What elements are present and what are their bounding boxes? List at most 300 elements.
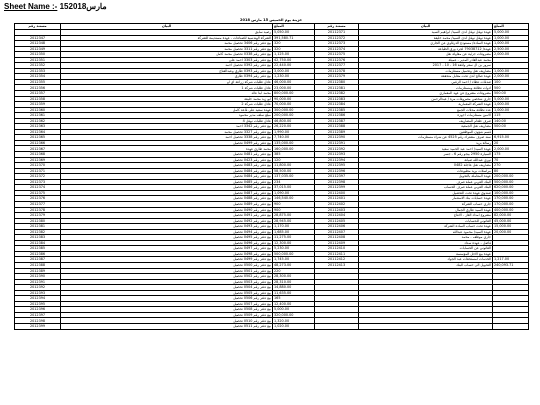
receipt-doc-number-cell: 2012361 (15, 113, 61, 119)
receipt-doc-number-cell: 2012372 (15, 174, 61, 180)
receipt-amount-cell: 800,000.00 (273, 91, 315, 97)
receipt-doc-number-cell: 2012359 (15, 102, 61, 108)
payment-amount-cell: 175 (493, 152, 529, 158)
receipt-doc-number-cell: 2012382 (15, 229, 61, 235)
receipt-description-cell: بيع دفتر رقم 0499 تحصيل (61, 140, 273, 146)
receipt-amount-cell: 14,880.00 (273, 285, 315, 291)
receipt-doc-number-cell: 2012377 (15, 201, 61, 207)
receipt-description-cell: بيع دفتر رقم 0511 تحصيل (61, 323, 273, 329)
receipt-description-cell: الشركة الهندسية للصناعات - عهدة مستديمة للشركة (61, 35, 273, 41)
receipt-description-cell: بيع دفتر رقم 0508 تحصيل (61, 307, 273, 313)
receipt-description-cell: بيع دفتر رقم 0492 تحصيل (61, 218, 273, 224)
payment-amount-cell: 2,500.00 (493, 46, 529, 52)
receipt-doc-number-cell: 2012351 (15, 57, 61, 63)
payment-description-cell: محمد عبدالقادر المدير - عميلة (359, 57, 493, 63)
payment-amount-cell: 200,000.00 (493, 174, 529, 180)
receipt-amount-cell: 42,750.00 (273, 57, 315, 63)
receipt-amount-cell: 5,230.00 (273, 246, 315, 252)
receipt-description-cell: بيع دفتر رقم 0509 تحصيل (61, 312, 273, 318)
payment-amount-cell: 400,000.00 (493, 207, 529, 213)
receipt-amount-cell: 11,800.00 (273, 163, 315, 169)
receipt-amount-cell: 234 (273, 179, 315, 185)
receipt-description-cell: بيع دفتر رقم 0506 تحصيل (61, 296, 273, 302)
payment-description-cell: البنك العربي عملة صرف الحساب (359, 185, 493, 191)
receipt-amount-cell: 12,300.00 (273, 240, 315, 246)
col-header-amount: المبلغ (493, 24, 529, 30)
col-header-doc-number: مستند رقم (315, 24, 359, 30)
payment-doc-number-cell: 20112412 (315, 257, 359, 263)
payment-description-cell: مصاريف نقل عاجلة 0482 (359, 163, 493, 169)
payment-description-cell: عهدة حسابات بنك الاستثمار (359, 196, 493, 202)
payment-doc-number-cell: 20112383 (315, 96, 359, 102)
receipt-description-cell: بيع دفتر رقم 0502 تحصيل (61, 274, 273, 280)
payment-doc-number-cell: 20112410 (315, 246, 359, 252)
sheet-name-value: مارس152018 (59, 2, 107, 11)
receipt-amount-cell: 28,875.00 (273, 213, 315, 219)
receipt-description-cell: بيع دفتر رقم 0485 تحصيل (61, 179, 273, 185)
payment-amount-cell: 5,000.00 (493, 30, 529, 36)
payment-doc-number-cell: 20112400 (315, 190, 359, 196)
receipt-description-cell: بيع دفتر رقم 0394 طارق (61, 74, 273, 80)
payment-description-cell: عهدة السيد طارق الجمال (359, 207, 493, 213)
receipt-description-cell: بيع دفتر رقم 0510 تحصيل (61, 318, 273, 324)
receipt-doc-number-cell: 2012353 (15, 68, 61, 74)
receipt-doc-number-cell: 2012358 (15, 96, 61, 102)
receipt-description-cell: بيع دفتر رقم 0497 تحصيل (61, 246, 273, 252)
receipt-amount-cell: 48,273.00 (273, 262, 315, 268)
receipt-amount-cell: 58,500.00 (273, 168, 315, 174)
receipt-doc-number-cell: 2012376 (15, 196, 61, 202)
payment-description-cell: سند صرف مشترك رقم 4525 عن شراء مستلزمات (359, 135, 493, 141)
receipt-doc-number-cell: 2012348 (15, 41, 61, 47)
receipt-doc-number-cell: 2012381 (15, 224, 61, 230)
payment-doc-number-cell: 20112393 (315, 152, 359, 158)
receipt-amount-cell: 1,020.00 (273, 323, 315, 329)
payment-description-cell: عهدة/ 79038712 لجرد ورق الطباعة (359, 46, 493, 52)
payment-description-cell: عهدة تحت حساب السادة الشركة (359, 224, 493, 230)
payment-amount-cell: 500.00 (493, 124, 529, 130)
payment-amount-cell: 170,000.00 (493, 196, 529, 202)
payment-description-cell: فاضل - عهدة سداد (359, 240, 493, 246)
receipt-doc-number-cell: 2012385 (15, 246, 61, 252)
receipt-doc-number-cell: 2012383 (15, 235, 61, 241)
payment-doc-number-cell: 20112407 (315, 229, 359, 235)
receipt-doc-number-cell: 2012367 (15, 146, 61, 152)
payment-doc-number-cell: 20112394 (315, 157, 359, 163)
payment-amount-cell: 500.00 (493, 91, 529, 97)
receipt-doc-number-cell: 2012387 (15, 257, 61, 263)
payment-description-cell: القانوني للحسابات (359, 218, 493, 224)
receipt-doc-number-cell: 2012394 (15, 296, 61, 302)
payment-description-cell: مصروفات مشروع عن عهد المعماري (359, 91, 493, 97)
payment-amount-cell: 240,093.71 (493, 262, 529, 268)
payment-description-cell (359, 323, 493, 329)
receipt-description-cell: بيع دفتر رقم 0483 تحصيل (61, 163, 273, 169)
receipt-description-cell: بيع دفتر رقم 0489 تحصيل (61, 201, 273, 207)
receipt-amount-cell: 900 (273, 207, 315, 213)
receipt-amount-cell: 320,000.00 (273, 312, 315, 318)
col-header-description: البيان (359, 24, 493, 30)
receipt-doc-number-cell: 2012393 (15, 290, 61, 296)
payment-amount-cell: 5,000.00 (493, 96, 529, 102)
payment-doc-number-cell: 20112380 (315, 79, 359, 85)
receipt-amount-cell: 5,000.00 (273, 307, 315, 313)
receipt-description-cell: بيع دفتر رقم 0500 تحصيل (61, 262, 273, 268)
receipt-doc-number-cell: 2012369 (15, 157, 61, 163)
receipt-doc-number-cell: 2012352 (15, 63, 61, 69)
payment-doc-number-cell: 20112398 (315, 179, 359, 185)
payment-amount-cell: 500 (493, 85, 529, 91)
receipt-amount-cell: 200,000.00 (273, 113, 315, 119)
receipt-description-cell: بيع دفتر رقم 0503 تحصيل (61, 279, 273, 285)
payment-amount-cell: 20,000.00 (493, 229, 529, 235)
payment-amount-cell: 20 (493, 140, 529, 146)
col-header-receipt-doc-number: مستند رقم (15, 24, 61, 30)
payment-doc-number-cell: 20112389 (315, 129, 359, 135)
receipt-description-cell: بيع دفتر رقم 0423 تحصيل (61, 157, 273, 163)
payment-amount-cell: 1,000.00 (493, 68, 529, 74)
payment-doc-number-cell: 20112402 (315, 201, 359, 207)
receipt-amount-cell: 220 (273, 268, 315, 274)
receipt-doc-number-cell: 2012355 (15, 79, 61, 85)
receipt-doc-number-cell: 2012370 (15, 163, 61, 169)
receipt-amount-cell: 1,990.00 (273, 129, 315, 135)
table-row (15, 323, 529, 329)
payment-amount-cell: 45,000.00 (493, 218, 529, 224)
payment-doc-number-cell: 20112390 (315, 135, 359, 141)
payment-description-cell: مصروفات جزئية عن مقاولة نقل (359, 52, 493, 58)
payment-amount-cell: 6,915.00 (493, 135, 529, 141)
receipt-amount-cell: 300,000.00 (273, 107, 315, 113)
receipt-amount-cell: 22,440.00 (273, 63, 315, 69)
receipt-description-cell: بيع دفتر رقم 0495 تحصيل (61, 235, 273, 241)
receipt-amount-cell: 26,220.00 (273, 124, 315, 130)
payment-doc-number-cell: 20112378 (315, 68, 359, 74)
receipt-description-cell: بيع دفتر رقم 0491 تحصيل (61, 213, 273, 219)
payment-description-cell: عهدة السادة/ مستودع الدرقاوي عن الجاري (359, 41, 493, 47)
payment-description-cell: مراسلات بريد مطبوعات (359, 168, 493, 174)
receipt-description-cell: بيع دفتر رقم 3342 احمد (61, 124, 273, 130)
receipt-description-cell: بيع دفتر رقم 0393 طارق وعبدالفتاح (61, 68, 273, 74)
receipt-doc-number-cell: 2012349 (15, 46, 61, 52)
payment-amount-cell: 2,000.00 (493, 74, 529, 80)
receipt-doc-number-cell: 2012396 (15, 307, 61, 313)
receipt-doc-number-cell: 2012350 (15, 52, 61, 58)
report-title: خزينة يوم الخميس 15 مارس 2018 (239, 18, 303, 22)
receipt-doc-number-cell: 2012371 (15, 168, 61, 174)
payment-amount-cell: 2,000.00 (493, 52, 529, 58)
receipt-doc-number-cell: 2012399 (15, 323, 61, 329)
receipt-amount-cell: 120 (273, 157, 315, 163)
payment-amount-cell: 2,000.00 (493, 146, 529, 152)
receipt-description-cell: بيع دفتر رقم 0498 تحصيل (61, 251, 273, 257)
receipt-description-cell: بيع دفتر رقم 0484 تحصيل (61, 174, 273, 180)
receipt-description-cell: بيع دفتر رقم 3303 احمد على (61, 57, 273, 63)
receipt-amount-cell: 12,400.00 (273, 301, 315, 307)
payment-amount-cell: 270 (493, 163, 529, 169)
receipt-amount-cell: 320 (273, 41, 315, 47)
receipt-description-cell: بيع دفتر رقم 0494 تحصيل (61, 229, 273, 235)
receipt-description-cell: بيع دفتر رقم 0496 تحصيل (61, 240, 273, 246)
payment-description-cell: سرور بن ال سعر واقعة 16 - 10 - 2017 (359, 63, 493, 69)
payment-amount-cell: 70 (493, 157, 529, 163)
payment-description-cell: مشروع امداد الغاز - الانتاج (359, 213, 493, 219)
receipt-doc-number-cell: 2012368 (15, 152, 61, 158)
payment-amount-cell: 1,000.00 (493, 41, 529, 47)
payment-description-cell: الامين مستلزمات اجهزة (359, 113, 493, 119)
payment-description-cell: عهدة الشركة المعمارية (359, 102, 493, 108)
receipt-doc-number-cell: 2012357 (15, 91, 61, 97)
receipt-description-cell: مبلغ سلف مدير محمود (61, 113, 273, 119)
payment-description-cell: صندوق عهدة تحت التحصيل (359, 190, 493, 196)
payment-description-cell: عهدة صالح لدى تحت مقابل متحققة (359, 74, 493, 80)
receipt-description-cell: بيع دفتر رقم 0505 تحصيل (61, 290, 273, 296)
receipt-doc-number-cell: 2012380 (15, 218, 61, 224)
receipt-doc-number-cell: 2012356 (15, 85, 61, 91)
receipt-description-cell: رصيد سابق (61, 30, 273, 36)
receipt-doc-number-cell: 2012366 (15, 140, 61, 146)
payment-description-cell: ادوات نظافة ومستلزمات (359, 85, 493, 91)
payment-description-cell: صدقات عطاء / احمد الزغبي (359, 79, 493, 85)
payment-description-cell: جاري موظف - محمد (359, 235, 493, 241)
receipt-description-cell: بيع دفتر رقم 0392 تحصيل احمد (61, 63, 273, 69)
receipt-description-cell: بيع دفتر رقم 3406 تحصيل محمد (61, 41, 273, 47)
col-header-receipt-amount: المبلغ (273, 24, 315, 30)
payment-description-cell: مصاريف نقل الجمعية (359, 124, 493, 130)
receipt-amount-cell: 137,035.00 (273, 174, 315, 180)
payment-amount-cell: 15,000.00 (493, 224, 529, 230)
receipt-amount-cell: 28,300.00 (273, 274, 315, 280)
payment-doc-number-cell: 20112409 (315, 240, 359, 246)
sheet-name-label: Sheet Name :- (4, 2, 58, 11)
payment-doc-number-cell (315, 323, 359, 329)
receipt-amount-cell: 1,090.00 (273, 190, 315, 196)
payment-doc-number-cell: 20112392 (315, 146, 359, 152)
receipt-amount-cell: 7,740.00 (273, 135, 315, 141)
payment-description-cell: السيارة 2950 بيجو رقم 6 - جسر (359, 152, 493, 158)
receipt-description-cell: عادل طلبات نوفل 4 (61, 118, 273, 124)
payment-description-cell: عهدة بيع الاجل المؤسسة (359, 251, 493, 257)
receipt-description-cell: بيع دفتر رقم 0501 تحصيل (61, 268, 273, 274)
payment-doc-number-cell: 20112373 (315, 41, 359, 47)
payment-description-cell: قسم شؤون الموظفين (359, 129, 493, 135)
treasury-ledger-table (14, 23, 529, 330)
payment-description-cell: عهدة نوفل نوفل لدى السيد/ ابراهيم السيد (359, 30, 493, 36)
receipt-amount-cell: 46,800.00 (273, 118, 315, 124)
receipt-doc-number-cell: 2012379 (15, 213, 61, 219)
payment-amount-cell: 1,217.00 (493, 257, 529, 263)
receipt-description-cell: بيع دفتر رقم 0490 تحصيل (61, 207, 273, 213)
receipt-doc-number-cell: 2012364 (15, 129, 61, 135)
receipt-doc-number-cell: 2012397 (15, 312, 61, 318)
receipt-description-cell: بيع دفتر رقم 0484 تحصيل (61, 168, 273, 174)
payment-doc-number-cell: 20112374 (315, 46, 359, 52)
payment-doc-number-cell: 20112404 (315, 213, 359, 219)
payment-description-cell: التحويل الى حساب البنك (359, 262, 493, 268)
receipt-amount-cell: 5,050.00 (273, 30, 315, 36)
receipt-doc-number-cell: 2012373 (15, 179, 61, 185)
receipt-description-cell: ابو زيد محمد خليفة (61, 96, 273, 102)
receipt-doc-number-cell: 2012362 (15, 118, 61, 124)
receipt-amount-cell: 165 (273, 296, 315, 302)
payment-description-cell: عدد نظافة محلات الجمع (359, 107, 493, 113)
receipt-description-cell: بيع دفتر رقم 0499 تحصيل (61, 257, 273, 263)
payment-description-cell: البنك العربي عملة صرف (359, 179, 493, 185)
receipt-description-cell: بيع دفتر رقم 0507 تحصيل (61, 301, 273, 307)
receipt-amount-cell: 1,745.00 (273, 257, 315, 263)
receipt-doc-number-cell: 2012398 (15, 318, 61, 324)
payment-doc-number-cell: 20112371 (315, 30, 359, 36)
receipt-description-cell: بيع دفتر رقم 3311 تحصيل محمد (61, 46, 273, 52)
receipt-amount-cell: 70,000.00 (273, 102, 315, 108)
receipt-doc-number-cell: 2012354 (15, 74, 61, 80)
ledger-body (15, 30, 529, 330)
payment-doc-number-cell: 20112399 (315, 185, 359, 191)
sheet-name-header (4, 2, 107, 11)
receipt-doc-number-cell: 2012347 (15, 35, 61, 41)
receipt-doc-number-cell: 2012391 (15, 279, 61, 285)
payment-amount-cell: 1,000.00 (493, 102, 529, 108)
payment-description-cell: عهدة السيد/ محمود عبدالله (359, 229, 493, 235)
payment-description-cell: نوري عبدالله صيانة (359, 157, 493, 163)
receipt-amount-cell: 1,230.00 (273, 74, 315, 80)
payment-doc-number-cell: 20112379 (315, 74, 359, 80)
payment-doc-number-cell: 20112395 (315, 163, 359, 169)
receipt-doc-number-cell: 2012390 (15, 274, 61, 280)
payment-amount-cell: 620,000.00 (493, 185, 529, 191)
receipt-description-cell: بيع دفتر رقم 3338 تحصيل احمد (61, 135, 273, 141)
receipt-doc-number-cell: 2012365 (15, 135, 61, 141)
receipt-doc-number-cell: 2012389 (15, 268, 61, 274)
payment-doc-number-cell: 20112384 (315, 102, 359, 108)
payment-doc-number-cell: 20112385 (315, 107, 359, 113)
receipt-description-cell: محمد طارق عهدة (61, 146, 273, 152)
payment-amount-cell: 100 (493, 79, 529, 85)
receipt-description-cell: بيع دفتر رقم 3327 تحصيل محمد (61, 129, 273, 135)
receipt-amount-cell: 320 (273, 46, 315, 52)
payment-doc-number-cell: 20112387 (315, 118, 359, 124)
receipt-amount-cell: 46,000.00 (273, 79, 315, 85)
receipt-description-cell: عادل طلبات شركة زراعة اي او (61, 79, 273, 85)
receipt-doc-number-cell: 2012386 (15, 251, 61, 257)
payment-doc-number-cell: 20112408 (315, 235, 359, 241)
ledger-page (14, 18, 528, 402)
receipt-amount-cell: 385 (273, 152, 315, 158)
receipt-amount-cell: 160,000.00 (273, 146, 315, 152)
payment-doc-number-cell: 20112388 (315, 124, 359, 130)
payment-doc-number-cell: 20112381 (315, 85, 359, 91)
receipt-amount-cell: 146,540.00 (273, 196, 315, 202)
payment-doc-number-cell: 20112391 (315, 140, 359, 146)
receipt-doc-number-cell: 2012392 (15, 285, 61, 291)
col-header-receipt-description: البيان (61, 24, 273, 30)
receipt-description-cell: بيع دفتر رقم 0481 تحصيل (61, 152, 273, 158)
payment-doc-number-cell: 20112406 (315, 224, 359, 230)
receipt-doc-number-cell: 2012384 (15, 240, 61, 246)
receipt-amount-cell: 28,310.00 (273, 279, 315, 285)
payment-amount-cell: 82,000.00 (493, 213, 529, 219)
receipt-description-cell: بيع دفتر رقم 0338 تحصيل محمد كامل (61, 52, 273, 58)
receipt-description-cell: بيع دفتر رقم 0493 تحصيل (61, 224, 273, 230)
receipt-doc-number-cell: 2012360 (15, 107, 61, 113)
payment-description-cell: عهدة نوفل نوفل لدى السيد/ محمد خليفة (359, 35, 493, 41)
payment-description-cell: عهدة المعاملة بالتحويل (359, 174, 493, 180)
receipt-description-cell: عهدة سعيد على قاعة كامل (61, 107, 273, 113)
payment-doc-number-cell: 20112382 (315, 91, 359, 97)
payment-doc-number-cell: 20112401 (315, 196, 359, 202)
payment-description-cell: صرف طعام المصاريف (359, 118, 493, 124)
payment-amount-cell: 1,000.00 (493, 107, 529, 113)
payment-description-cell: عهدة السيد/ احمد عبد الحميد سعيد (359, 146, 493, 152)
receipt-description-cell: عادل طلبات شركة 2 (61, 102, 273, 108)
payment-doc-number-cell: 20112413 (315, 262, 359, 268)
receipt-amount-cell: 1,125.00 (273, 52, 315, 58)
payment-doc-number-cell: 20112377 (315, 63, 359, 69)
receipt-description-cell: عادل طلبات شركة 1 (61, 85, 273, 91)
payment-doc-number-cell: 20112397 (315, 174, 359, 180)
payment-doc-number-cell: 20112396 (315, 168, 359, 174)
payment-doc-number-cell: 20112386 (315, 113, 359, 119)
payment-description-cell: مصاريف نقل وتحميل مستلزمات (359, 68, 493, 74)
payment-description-cell: رسالة بريد (359, 140, 493, 146)
receipt-description-cell: بيع دفتر رقم 0487 تحصيل (61, 190, 273, 196)
payment-amount-cell: 140.00 (493, 118, 529, 124)
receipt-doc-number-cell: 2012395 (15, 301, 61, 307)
receipt-amount-cell: 11,635.00 (273, 290, 315, 296)
payment-amount-cell: 1,000.00 (493, 35, 529, 41)
receipt-amount-cell: 900 (273, 201, 315, 207)
payment-description-cell: القانوني عن الحسابات (359, 246, 493, 252)
receipt-doc-number-cell: 2012378 (15, 207, 61, 213)
receipt-amount-cell: 1,320.00 (273, 318, 315, 324)
receipt-doc-number-cell: 2012375 (15, 190, 61, 196)
payment-amount-cell: 100,000.00 (493, 190, 529, 196)
payment-doc-number-cell: 20112376 (315, 57, 359, 63)
receipt-amount-cell: 1,685.00 (273, 229, 315, 235)
receipt-amount-cell: 90,000.00 (273, 96, 315, 102)
payment-doc-number-cell: 20112403 (315, 207, 359, 213)
receipt-amount-cell: 1,170.00 (273, 224, 315, 230)
payment-description-cell: جاري شخصي مصروفات مرة / عبدالرحمن (359, 96, 493, 102)
payment-doc-number-cell: 20112372 (315, 35, 359, 41)
receipt-amount-cell: 500,000.00 (273, 251, 315, 257)
receipt-amount-cell: 37,015.00 (273, 185, 315, 191)
receipt-amount-cell: 3,000.00 (273, 68, 315, 74)
receipt-amount-cell: 11,275.00 (273, 235, 315, 241)
payment-amount-cell (493, 323, 529, 329)
receipt-description-cell: محمد ابنا عائد (61, 91, 273, 97)
payment-amount-cell: 500,000.00 (493, 179, 529, 185)
receipt-description-cell: بيع دفتر رقم 0504 تحصيل (61, 285, 273, 291)
payment-doc-number-cell: 20112375 (315, 52, 359, 58)
receipt-doc-number-cell: 2012388 (15, 262, 61, 268)
receipt-doc-number-cell: 2012374 (15, 185, 61, 191)
payment-amount-cell: 115 (493, 113, 529, 119)
payment-doc-number-cell: 20112405 (315, 218, 359, 224)
receipt-amount-cell: 391,580.71 (273, 35, 315, 41)
receipt-doc-number-cell: 2012363 (15, 124, 61, 130)
receipt-description-cell: بيع دفتر رقم 0486 تحصيل (61, 185, 273, 191)
payment-description-cell: جاري حساب الشركة (359, 201, 493, 207)
payment-description-cell: الخدمات لمستحقات عبد الجواد (359, 257, 493, 263)
receipt-description-cell: بيع دفتر رقم 0488 تحصيل (61, 196, 273, 202)
receipt-amount-cell: 28,945.00 (273, 218, 315, 224)
payment-amount-cell: 170,000.00 (493, 201, 529, 207)
payment-amount-cell: 80 (493, 168, 529, 174)
receipt-amount-cell: 23,000.00 (273, 85, 315, 91)
payment-doc-number-cell: 20112411 (315, 251, 359, 257)
receipt-amount-cell: 135,000.00 (273, 140, 315, 146)
